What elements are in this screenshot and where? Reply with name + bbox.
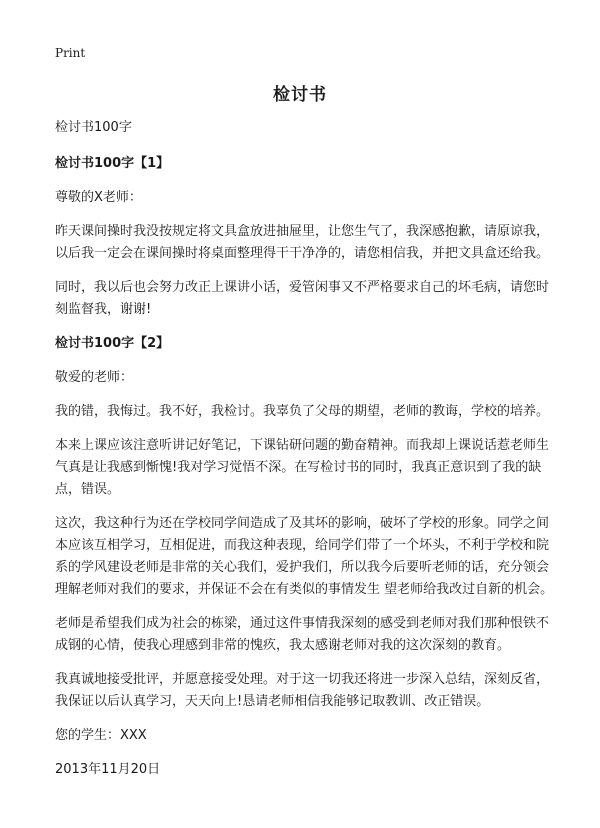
document-body [55, 117, 555, 793]
section-2-paragraph: 我的错，我悔过。我不好，我检讨。我辜负了父母的期望，老师的教诲，学校的培养。 [55, 404, 550, 419]
section-2-heading: 检讨书100字【2】 [55, 336, 170, 351]
section-1-paragraph: 昨天课间操时我没按规定将文具盒放进抽屉里，让您生气了，我深感抱歉，请原谅我，以后我一定会在课间操时将桌面整理得干干净净的，请您相信我，并把文具盒还给我。 [55, 224, 550, 261]
section-2-paragraph: 本来上课应该注意听讲记好笔记，下课钻研问题的勤奋精神。而我却上课说话惹老师生气真是让我感到惭愧!我对学习觉悟不深。在写检讨书的同时，我真正意识到了我的缺点，错误。 [55, 438, 550, 497]
section-2-paragraph: 我真诚地接受批评，并愿意接受处理。对于这一切我还将进一步深入总结，深刻反省，我保证以后认真学习，天天向上!恳请老师相信我能够记取教训、改正错误。 [55, 672, 550, 709]
print-link[interactable]: Print [55, 46, 86, 60]
document-title: 检讨书 [273, 85, 327, 105]
section-1-heading: 检讨书100字【1】 [55, 156, 170, 171]
section-2-salutation: 敬爱的老师： [55, 370, 134, 385]
document-subtitle: 检讨书100字 [55, 120, 132, 135]
section-2-paragraph: 老师是希望我们成为社会的栋梁，通过这件事情我深刻的感受到老师对我们那种恨铁不成钢的心情，使我心理感到非常的愧疚，我太感谢老师对我的这次深刻的教育。 [55, 616, 550, 653]
section-1-salutation: 尊敬的X老师： [55, 190, 142, 205]
date: 2013年11月20日 [55, 762, 161, 777]
signature: 您的学生：XXX [55, 728, 147, 743]
section-2-paragraph: 这次，我这种行为还在学校同学间造成了及其坏的影响，破坏了学校的形象。同学之间本应该互相学习，互相促进，而我这种表现，给同学们带了一个坏头，不利于学校和院系的学风建设老师是非常的关心我们，爱护我们，所以我今后要听老师的话，充分领会理解老师对我们的要求，并保证不会在有类似的事情发生 望老师给我改过自新的机会。 [55, 516, 554, 597]
section-1-paragraph: 同时，我以后也会努力改正上课讲小话，爱管闲事又不严格要求自己的坏毛病，请您时刻监督我，谢谢! [55, 280, 550, 317]
